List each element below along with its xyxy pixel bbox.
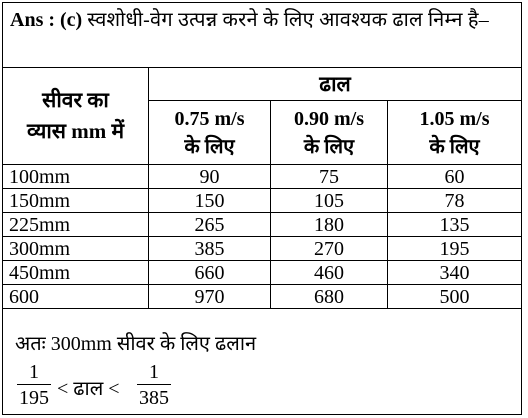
table-row [3,285,522,309]
lower-fraction [17,361,51,409]
answer-intro [10,6,518,35]
fraction-bar [17,384,51,385]
diameter-cell: 450mm [3,261,149,285]
answer-box [2,2,522,415]
fraction-denominator: 385 [139,387,169,409]
slope-cell: 150 [149,189,271,213]
slope-cell: 78 [388,189,522,213]
slope-cell: 500 [388,285,522,309]
table-row [3,165,522,189]
slope-header: ढाल [149,68,522,101]
conclusion-note: अतः 300mm सीवर के लिए ढलान [15,333,257,355]
slope-cell: 970 [149,285,271,309]
slope-cell: 135 [388,213,522,237]
slope-cell: 385 [149,237,271,261]
table-row [3,237,522,261]
slope-cell: 460 [271,261,388,285]
fraction-numerator: 1 [149,361,159,383]
slope-cell: 265 [149,213,271,237]
fraction-bar [137,384,171,385]
slope-cell: 680 [271,285,388,309]
inequality-text: < ढाल < [57,378,120,400]
slope-cell: 105 [271,189,388,213]
table-row [3,189,522,213]
slope-cell: 340 [388,261,522,285]
slope-cell: 60 [388,165,522,189]
speed-header: 0.75 m/s के लिए [149,101,271,165]
diameter-header-line2: व्यास mm में [26,119,125,143]
slope-cell: 270 [271,237,388,261]
slope-cell: 90 [149,165,271,189]
slope-cell: 660 [149,261,271,285]
diameter-cell: 600 [3,285,149,309]
diameter-cell: 225mm [3,213,149,237]
fraction-numerator: 1 [29,361,39,383]
diameter-cell: 300mm [3,237,149,261]
slope-cell: 180 [271,213,388,237]
slope-cell: 75 [271,165,388,189]
diameter-header [3,68,149,165]
answer-label: Ans : (c) [10,9,83,31]
answer-intro-text: स्वशोधी-वेग उत्पन्न करने के लिए आवश्यक ढाल निम्न है– [87,9,489,31]
speed-header: 0.90 m/s के लिए [271,101,388,165]
fraction-denominator: 195 [19,387,49,409]
diameter-header-line1: सीवर का [42,88,109,112]
speed-header: 1.05 m/s के लिए [388,101,522,165]
upper-fraction [137,361,171,409]
diameter-cell: 100mm [3,165,149,189]
slope-cell: 195 [388,237,522,261]
table-row [3,213,522,237]
table-row [3,261,522,285]
slope-table [2,67,522,309]
diameter-cell: 150mm [3,189,149,213]
